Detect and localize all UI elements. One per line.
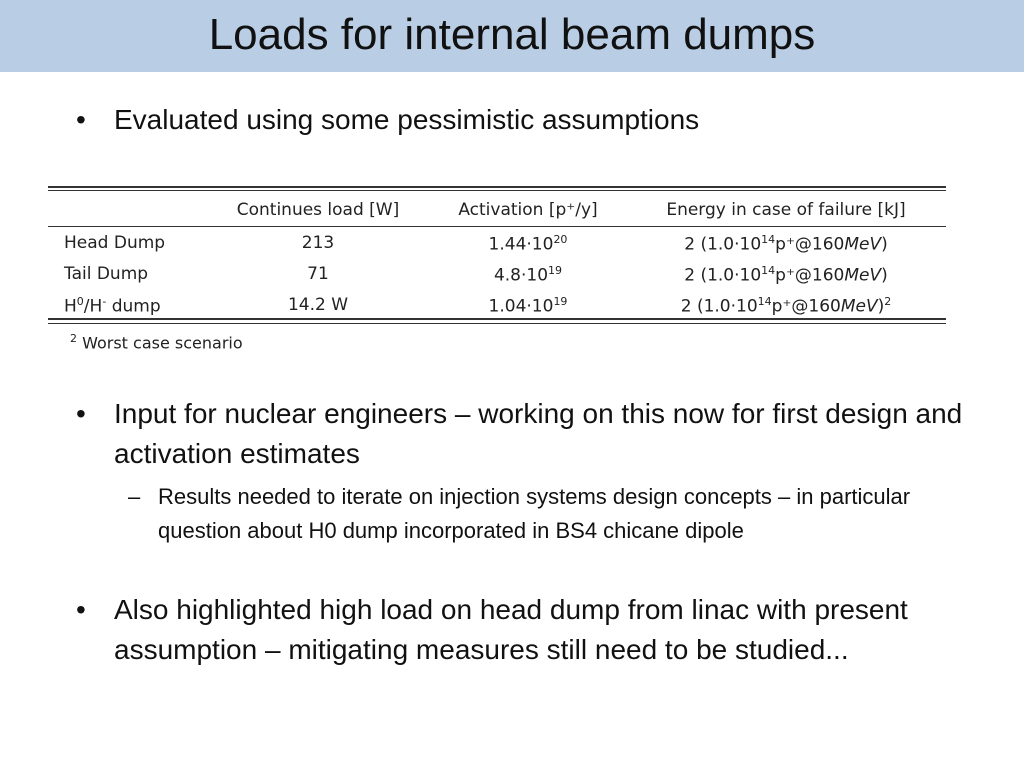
row-tail-dump-activation: $4.8\cdot 10^{19}$ xyxy=(493,264,563,286)
header-activation: Activation [p⁺/y] xyxy=(458,200,598,220)
row-head-dump-name: Head Dump xyxy=(64,233,166,253)
row-h0-dump-name: $H^0/H^-$ dump xyxy=(64,295,161,317)
row-tail-dump-energy: 2 $(1.0\cdot 10^{14}p^+@160MeV)$ xyxy=(684,264,888,286)
row-h0-dump-activation: $1.04\cdot 10^{19}$ xyxy=(488,295,568,317)
row-h0-dump-energy: 2 $(1.0\cdot 10^{14}p^+@160MeV)^2$ xyxy=(680,295,892,317)
bullet-dot: • xyxy=(76,104,86,135)
row-tail-dump-name: Tail Dump xyxy=(64,264,149,284)
table-top-rule xyxy=(48,186,946,188)
sub-bullet-dash: – xyxy=(128,484,141,509)
table-header-rule xyxy=(48,226,946,227)
table-bottom-rule-2 xyxy=(48,323,946,324)
bullet-dot: • xyxy=(76,594,86,625)
table-footnote: $^2$ Worst case scenario xyxy=(70,332,243,353)
bullet-text: Evaluated using some pessimistic assumptions xyxy=(114,104,700,135)
sub-bullet-text: Results needed to iterate on injection systems design concepts – in particular question about H0 dump incorporated in BS4 chicane dipole xyxy=(158,484,911,543)
bullet-text: Also highlighted high load on head dump from linac with present assumption – mitigating measures still need to be studied... xyxy=(114,594,908,665)
bullet-text: Input for nuclear engineers – working on this now for first design and activation estimates xyxy=(114,398,963,469)
header-energy: Energy in case of failure [kJ] xyxy=(666,200,906,220)
header-continues-load: Continues load [W] xyxy=(236,200,400,220)
table-bottom-rule xyxy=(48,318,946,320)
row-head-dump-load: 213 xyxy=(301,233,335,253)
loads-table xyxy=(48,186,946,356)
bullet-dot: • xyxy=(76,398,86,429)
row-head-dump-activation: $1.44\cdot 10^{20}$ xyxy=(488,233,568,255)
slide-title: Loads for internal beam dumps xyxy=(208,10,816,59)
row-h0-dump-load: 14.2 W xyxy=(287,295,349,315)
row-tail-dump-load: 71 xyxy=(307,264,329,284)
table-top-rule-2 xyxy=(48,190,946,191)
row-head-dump-energy: 2 $(1.0\cdot 10^{14}p^+@160MeV)$ xyxy=(684,233,888,255)
